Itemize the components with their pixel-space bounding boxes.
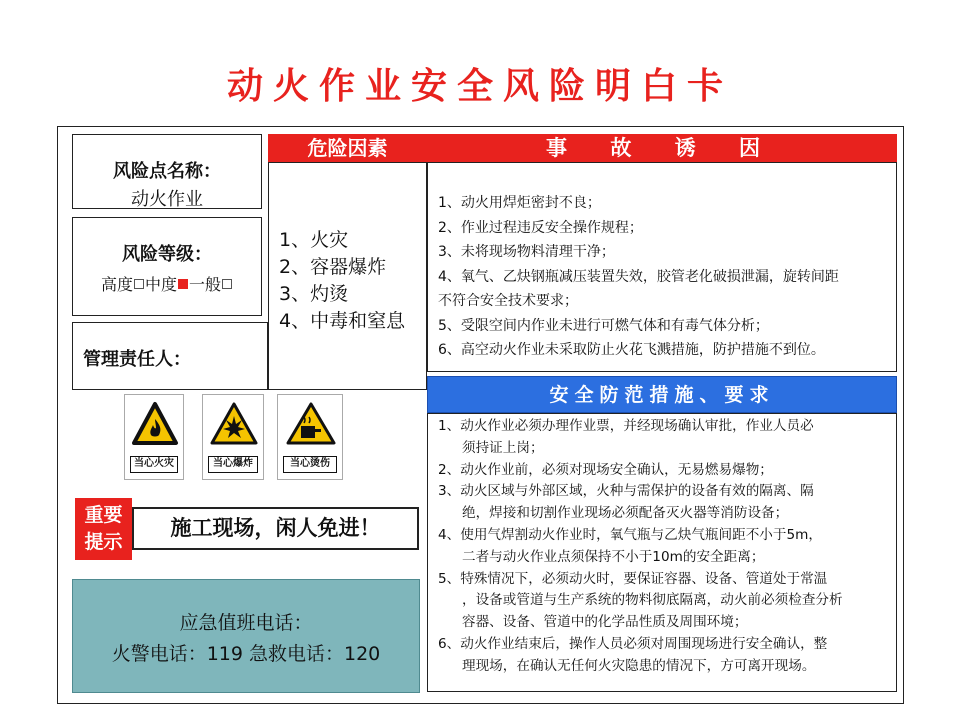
measures-list-box: [427, 413, 897, 692]
badge-line: 提示: [84, 531, 123, 553]
risk-level-label: 风险等级：: [122, 244, 212, 265]
manager-box: [72, 322, 268, 390]
cause-item: 6、高空动火作业未采取防止火花飞溅措施，防护措施不到位。: [438, 342, 825, 358]
causes-header: 事 故 诱 因: [427, 134, 897, 162]
risk-point-value: 动火作业: [131, 189, 203, 210]
emergency-phone-box: [72, 579, 420, 693]
sign-caption: 当心火灾: [130, 456, 178, 473]
level-high-label: 高度: [100, 275, 133, 294]
sign-caption: 当心烫伤: [283, 456, 337, 473]
explosion-warning-sign: [202, 394, 264, 480]
fire-warning-icon: [131, 401, 179, 451]
hazard-item: 2、容器爆炸: [279, 256, 387, 278]
level-normal-checkbox: [222, 279, 232, 289]
measure-item: ，设备或管道与生产系统的物料彻底隔离，动火前必须检查分析: [462, 592, 843, 609]
risk-point-label: 风险点名称：: [113, 161, 221, 182]
cause-item: 3、未将现场物料清理干净；: [438, 244, 615, 260]
site-notice: 施工现场，闲人免进！: [132, 507, 419, 550]
measure-item: 6、动火作业结束后，操作人员必须对周围现场进行安全确认，整: [438, 635, 828, 652]
emergency-numbers: 火警电话：119 急救电话：120: [111, 643, 381, 665]
measure-item: 须持证上岗；: [462, 439, 544, 456]
level-high-checkbox: [134, 279, 144, 289]
measures-header: 安全防范措施、要求: [427, 376, 897, 413]
measure-item: 容器、设备、管道中的化学品性质及周围环境；: [462, 614, 748, 631]
scald-warning-sign: [277, 394, 343, 480]
hazard-item: 3、灼烫: [279, 283, 349, 305]
measure-item: 2、动火作业前，必须对现场安全确认，无易燃易爆物；: [438, 461, 773, 478]
measure-item: 3、动火区域与外部区域，火种与需保护的设备有效的隔离、隔: [438, 483, 814, 500]
cause-item: 4、氧气、乙炔钢瓶减压装置失效，胶管老化破损泄漏，旋转间距: [438, 268, 839, 285]
cause-item: 不符合安全技术要求；: [438, 293, 578, 309]
cause-item: 2、作业过程违反安全操作规程；: [438, 219, 643, 236]
hazards-list-box: [268, 162, 427, 390]
causes-list-box: [427, 162, 897, 372]
fire-warning-sign: [124, 394, 184, 480]
level-normal-label: 一般: [189, 275, 222, 294]
cause-item: 5、受限空间内作业未进行可燃气体和有毒气体分析；: [438, 317, 769, 334]
cause-item: 1、动火用焊炬密封不良；: [438, 195, 601, 211]
measure-item: 理现场，在确认无任何火灾隐患的情况下，方可离开现场。: [462, 657, 816, 674]
measure-item: 5、特殊情况下，必须动火时，要保证容器、设备、管道处于常温: [438, 570, 828, 587]
important-badge: [75, 498, 132, 560]
emergency-title: 应急值班电话：: [179, 612, 313, 634]
level-medium-label: 中度: [144, 275, 177, 294]
measure-item: 二者与动火作业点须保持不小于10m的安全距离；: [462, 548, 765, 565]
risk-point-box: [72, 134, 262, 209]
manager-label: 管理责任人：: [83, 349, 191, 370]
measure-item: 4、使用气焊割动火作业时，氧气瓶与乙炔气瓶间距不小于5m，: [438, 526, 822, 543]
badge-line: 重要: [84, 504, 123, 526]
hazard-item: 4、中毒和窒息: [279, 310, 406, 332]
measure-item: 1、动火作业必须办理作业票，并经现场确认审批，作业人员必: [438, 418, 814, 434]
explosion-warning-icon: [209, 401, 259, 451]
scald-warning-icon: [284, 401, 338, 451]
level-medium-checkbox: [178, 279, 188, 289]
sign-caption: 当心爆炸: [208, 456, 258, 473]
risk-level-options: [73, 272, 261, 295]
measure-item: 绝，焊接和切割作业现场必须配备灭火器等消防设备；: [462, 505, 789, 522]
risk-level-box: [72, 217, 262, 316]
page-title: 动火作业安全风险明白卡: [226, 66, 733, 107]
hazards-header: 危险因素: [268, 134, 427, 162]
hazard-item: 1、火灾: [279, 229, 349, 251]
